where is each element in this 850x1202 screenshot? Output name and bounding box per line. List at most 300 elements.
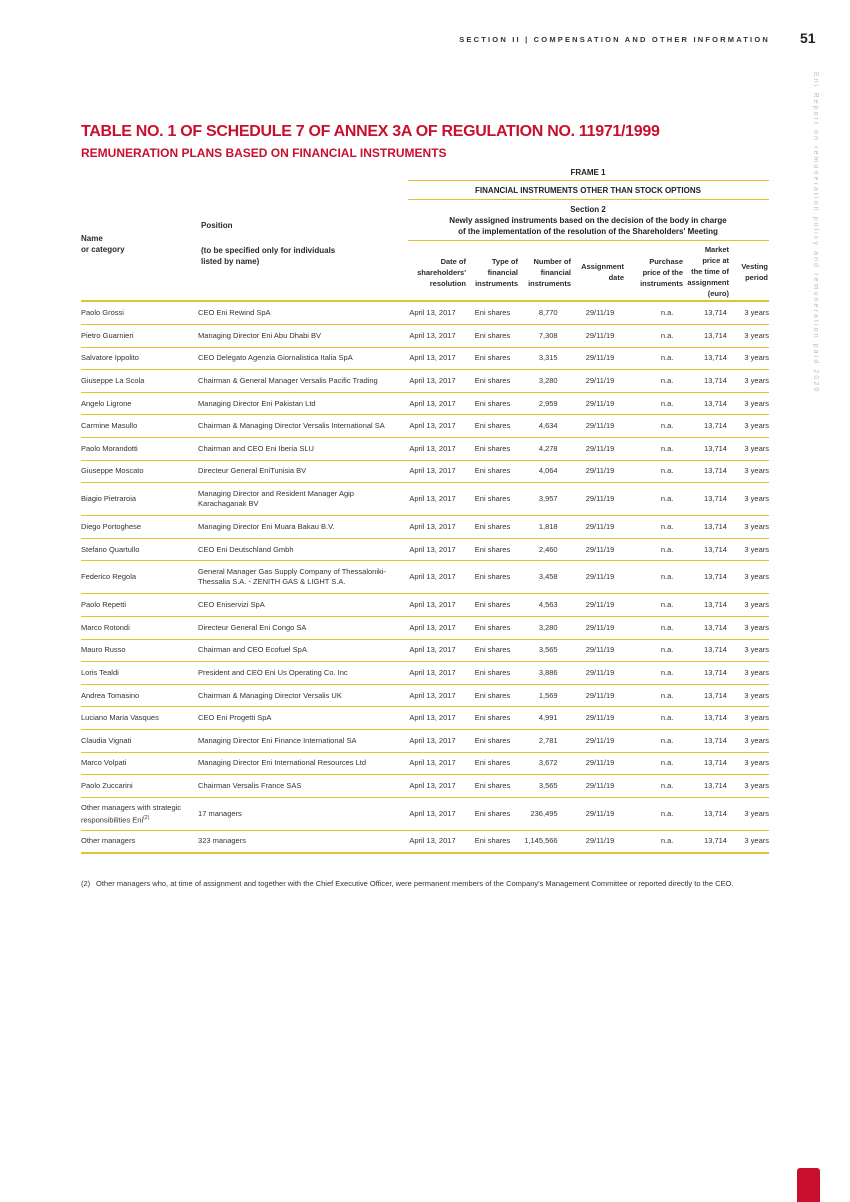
cell-vesting-period bbox=[727, 684, 769, 707]
col-header-line: Date of bbox=[440, 257, 466, 266]
cell-resolution-date-text: April 13, 2017 bbox=[409, 735, 456, 745]
cell-purchase-price bbox=[614, 639, 673, 662]
cell-instrument-type bbox=[456, 302, 511, 325]
footnote-mark: (2) bbox=[81, 879, 91, 888]
cell-name-text: Salvatore Ippolito bbox=[81, 353, 139, 363]
cell-name bbox=[81, 775, 198, 798]
cell-purchase-price-text: n.a. bbox=[660, 735, 674, 745]
cell-purchase-price bbox=[614, 347, 673, 370]
cell-vesting-period-text: 3 years bbox=[744, 572, 769, 582]
cell-resolution-date-text: April 13, 2017 bbox=[409, 808, 456, 818]
cell-resolution-date bbox=[403, 483, 455, 516]
page-number: 51 bbox=[800, 30, 816, 46]
cell-instrument-count bbox=[510, 797, 557, 830]
cell-vesting-period-text: 3 years bbox=[744, 353, 769, 363]
cell-vesting-period-text: 3 years bbox=[744, 645, 769, 655]
cell-name bbox=[81, 516, 198, 539]
cell-instrument-type-text: Eni shares bbox=[474, 466, 511, 476]
cell-instrument-count bbox=[510, 561, 557, 594]
col-header-type bbox=[475, 256, 518, 289]
cell-name bbox=[81, 302, 198, 325]
cell-assignment-date-text: 29/11/19 bbox=[585, 330, 615, 340]
cell-vesting-period bbox=[727, 594, 769, 617]
cell-resolution-date bbox=[403, 662, 455, 685]
cell-instrument-count-text: 1,569 bbox=[538, 690, 558, 700]
cell-resolution-date-text: April 13, 2017 bbox=[409, 398, 456, 408]
cell-resolution-date-text: April 13, 2017 bbox=[409, 308, 456, 318]
footnote-ref: (2) bbox=[143, 814, 150, 821]
cell-purchase-price-text: n.a. bbox=[660, 398, 674, 408]
cell-market-price-text: 13,714 bbox=[704, 330, 727, 340]
table-row bbox=[81, 302, 769, 325]
cell-vesting-period-text: 3 years bbox=[744, 735, 769, 745]
table-row bbox=[81, 561, 769, 594]
table-row bbox=[81, 594, 769, 617]
cell-resolution-date bbox=[403, 415, 455, 438]
cell-instrument-type bbox=[456, 370, 511, 393]
cell-market-price-text: 13,714 bbox=[704, 443, 727, 453]
table-row bbox=[81, 684, 769, 707]
cell-market-price bbox=[673, 662, 727, 685]
cell-market-price-text: 13,714 bbox=[704, 758, 727, 768]
cell-vesting-period-text: 3 years bbox=[744, 780, 769, 790]
cell-name bbox=[81, 707, 198, 730]
cell-market-price bbox=[673, 325, 727, 348]
cell-instrument-count bbox=[510, 594, 557, 617]
cell-purchase-price-text: n.a. bbox=[660, 668, 674, 678]
cell-assignment-date-text: 29/11/19 bbox=[585, 421, 615, 431]
cell-assignment-date bbox=[558, 775, 615, 798]
cell-position bbox=[198, 538, 403, 561]
cell-resolution-date-text: April 13, 2017 bbox=[409, 330, 456, 340]
cell-resolution-date-text: April 13, 2017 bbox=[409, 572, 456, 582]
cell-assignment-date-text: 29/11/19 bbox=[585, 713, 615, 723]
cell-market-price bbox=[673, 516, 727, 539]
cell-instrument-type-text: Eni shares bbox=[474, 376, 511, 386]
cell-name bbox=[81, 662, 198, 685]
cell-instrument-type bbox=[456, 617, 511, 640]
cell-name bbox=[81, 438, 198, 461]
cell-instrument-count bbox=[510, 392, 557, 415]
frame-section-label: Section 2 bbox=[570, 205, 606, 214]
cell-vesting-period bbox=[727, 392, 769, 415]
cell-resolution-date bbox=[403, 775, 455, 798]
cell-purchase-price-text: n.a. bbox=[660, 836, 674, 846]
cell-instrument-type bbox=[456, 483, 511, 516]
frame-section-desc-2: of the implementation of the resolution of the Shareholders' Meeting bbox=[458, 227, 718, 236]
cell-purchase-price bbox=[614, 830, 673, 853]
cell-name-text: Loris Tealdi bbox=[81, 668, 119, 678]
cell-purchase-price bbox=[614, 460, 673, 483]
table-row bbox=[81, 438, 769, 461]
cell-name bbox=[81, 594, 198, 617]
group-rule bbox=[408, 199, 769, 200]
cell-position-text: Directeur General EniTunisia BV bbox=[198, 466, 307, 476]
cell-market-price bbox=[673, 707, 727, 730]
cell-position bbox=[198, 752, 403, 775]
cell-vesting-period-text: 3 years bbox=[744, 376, 769, 386]
cell-name-text: Paolo Morandotti bbox=[81, 443, 138, 453]
cell-position bbox=[198, 415, 403, 438]
cell-market-price-text: 13,714 bbox=[704, 622, 727, 632]
cell-position bbox=[198, 617, 403, 640]
cell-instrument-count-text: 3,458 bbox=[538, 572, 558, 582]
cell-instrument-count-text: 1,818 bbox=[538, 522, 558, 532]
cell-position-text: Managing Director and Resident Manager Agip Karachaganak BV bbox=[198, 489, 354, 509]
cell-market-price bbox=[673, 302, 727, 325]
cell-instrument-count-text: 3,280 bbox=[538, 622, 558, 632]
cell-vesting-period bbox=[727, 797, 769, 830]
col-header-number bbox=[528, 256, 571, 289]
cell-position bbox=[198, 707, 403, 730]
cell-name bbox=[81, 639, 198, 662]
cell-instrument-type bbox=[456, 707, 511, 730]
cell-assignment-date-text: 29/11/19 bbox=[585, 690, 615, 700]
cell-name bbox=[81, 460, 198, 483]
cell-purchase-price bbox=[614, 370, 673, 393]
cell-purchase-price bbox=[614, 617, 673, 640]
cell-instrument-type bbox=[456, 775, 511, 798]
cell-resolution-date-text: April 13, 2017 bbox=[409, 668, 456, 678]
cell-position bbox=[198, 730, 403, 753]
cell-name-text: Marco Rotondi bbox=[81, 622, 130, 632]
cell-assignment-date bbox=[558, 415, 615, 438]
cell-resolution-date-text: April 13, 2017 bbox=[409, 494, 456, 504]
cell-resolution-date bbox=[403, 730, 455, 753]
cell-position bbox=[198, 302, 403, 325]
cell-instrument-type-text: Eni shares bbox=[474, 780, 511, 790]
cell-assignment-date bbox=[558, 730, 615, 753]
cell-vesting-period bbox=[727, 561, 769, 594]
cell-instrument-count bbox=[510, 370, 557, 393]
cell-instrument-type bbox=[456, 561, 511, 594]
cell-assignment-date-text: 29/11/19 bbox=[585, 572, 615, 582]
table-row bbox=[81, 325, 769, 348]
cell-market-price-text: 13,714 bbox=[704, 421, 727, 431]
cell-instrument-count bbox=[510, 347, 557, 370]
cell-assignment-date-text: 29/11/19 bbox=[585, 836, 615, 846]
cell-resolution-date-text: April 13, 2017 bbox=[409, 600, 456, 610]
cell-vesting-period bbox=[727, 617, 769, 640]
col-header-line: Type of bbox=[491, 257, 518, 266]
col-header-position-note-line: (to be specified only for individuals bbox=[201, 246, 336, 255]
cell-name bbox=[81, 347, 198, 370]
cell-resolution-date bbox=[403, 617, 455, 640]
cell-position bbox=[198, 561, 403, 594]
cell-vesting-period bbox=[727, 775, 769, 798]
cell-purchase-price-text: n.a. bbox=[660, 494, 674, 504]
cell-resolution-date-text: April 13, 2017 bbox=[409, 443, 456, 453]
cell-purchase-price-text: n.a. bbox=[660, 713, 674, 723]
cell-purchase-price bbox=[614, 561, 673, 594]
footnote bbox=[81, 878, 771, 889]
cell-resolution-date-text: April 13, 2017 bbox=[409, 466, 456, 476]
cell-instrument-type-text: Eni shares bbox=[474, 645, 511, 655]
cell-purchase-price-text: n.a. bbox=[660, 572, 674, 582]
cell-purchase-price bbox=[614, 775, 673, 798]
cell-resolution-date-text: April 13, 2017 bbox=[409, 836, 456, 846]
cell-vesting-period bbox=[727, 370, 769, 393]
cell-market-price-text: 13,714 bbox=[704, 713, 727, 723]
cell-name bbox=[81, 325, 198, 348]
cell-position-text: Managing Director Eni Muara Bakau B.V. bbox=[198, 522, 335, 532]
cell-purchase-price-text: n.a. bbox=[660, 600, 674, 610]
cell-vesting-period-text: 3 years bbox=[744, 330, 769, 340]
col-header-line: instruments bbox=[475, 279, 518, 288]
cell-market-price-text: 13,714 bbox=[704, 353, 727, 363]
cell-vesting-period-text: 3 years bbox=[744, 421, 769, 431]
cell-purchase-price-text: n.a. bbox=[660, 466, 674, 476]
cell-instrument-count bbox=[510, 662, 557, 685]
cell-assignment-date-text: 29/11/19 bbox=[585, 522, 615, 532]
cell-instrument-type-text: Eni shares bbox=[474, 398, 511, 408]
cell-instrument-count bbox=[510, 617, 557, 640]
cell-vesting-period-text: 3 years bbox=[744, 668, 769, 678]
cell-resolution-date-text: April 13, 2017 bbox=[409, 690, 456, 700]
cell-vesting-period-text: 3 years bbox=[744, 308, 769, 318]
cell-instrument-type-text: Eni shares bbox=[474, 690, 511, 700]
cell-vesting-period bbox=[727, 415, 769, 438]
cell-position-text: Chairman & General Manager Versalis Pacific Trading bbox=[198, 376, 378, 386]
cell-instrument-type bbox=[456, 752, 511, 775]
cell-assignment-date bbox=[558, 752, 615, 775]
cell-purchase-price bbox=[614, 415, 673, 438]
cell-instrument-type bbox=[456, 797, 511, 830]
frame-section-desc-1: Newly assigned instruments based on the decision of the body in charge bbox=[449, 216, 727, 225]
cell-market-price bbox=[673, 347, 727, 370]
cell-assignment-date-text: 29/11/19 bbox=[585, 668, 615, 678]
cell-purchase-price bbox=[614, 730, 673, 753]
cell-vesting-period bbox=[727, 830, 769, 853]
cell-instrument-count bbox=[510, 775, 557, 798]
col-header-line: resolution bbox=[429, 279, 466, 288]
cell-position bbox=[198, 516, 403, 539]
cell-vesting-period bbox=[727, 460, 769, 483]
table-row bbox=[81, 830, 769, 853]
col-header-line: instruments bbox=[528, 279, 571, 288]
frame-group-label: FINANCIAL INSTRUMENTS OTHER THAN STOCK OPTIONS bbox=[475, 186, 701, 195]
cell-instrument-count-text: 3,957 bbox=[538, 494, 558, 504]
cell-name bbox=[81, 617, 198, 640]
cell-purchase-price-text: n.a. bbox=[660, 780, 674, 790]
cell-market-price bbox=[673, 483, 727, 516]
cell-purchase-price bbox=[614, 325, 673, 348]
cell-purchase-price bbox=[614, 594, 673, 617]
cell-instrument-type-text: Eni shares bbox=[474, 735, 511, 745]
cell-instrument-count bbox=[510, 302, 557, 325]
cell-assignment-date bbox=[558, 302, 615, 325]
cell-instrument-count-text: 3,315 bbox=[538, 353, 558, 363]
cell-name-text: Paolo Repetti bbox=[81, 600, 127, 610]
cell-position bbox=[198, 460, 403, 483]
cell-purchase-price bbox=[614, 707, 673, 730]
cell-resolution-date-text: April 13, 2017 bbox=[409, 758, 456, 768]
cell-assignment-date bbox=[558, 347, 615, 370]
cell-position bbox=[198, 392, 403, 415]
cell-vesting-period bbox=[727, 538, 769, 561]
cell-name bbox=[81, 392, 198, 415]
col-header-assign-date bbox=[581, 261, 624, 283]
cell-assignment-date-text: 29/11/19 bbox=[585, 735, 615, 745]
cell-name bbox=[81, 483, 198, 516]
cell-instrument-count-text: 3,672 bbox=[538, 758, 558, 768]
cell-resolution-date-text: April 13, 2017 bbox=[409, 522, 456, 532]
cell-position-text: CEO Eni Deutschland Gmbh bbox=[198, 544, 294, 554]
cell-assignment-date bbox=[558, 797, 615, 830]
cell-market-price bbox=[673, 639, 727, 662]
cell-assignment-date bbox=[558, 516, 615, 539]
cell-vesting-period-text: 3 years bbox=[744, 690, 769, 700]
cell-vesting-period bbox=[727, 302, 769, 325]
cell-purchase-price bbox=[614, 516, 673, 539]
col-header-vesting bbox=[741, 261, 768, 283]
cell-name-text: Angelo Ligrone bbox=[81, 398, 132, 408]
cell-vesting-period-text: 3 years bbox=[744, 443, 769, 453]
table-row bbox=[81, 516, 769, 539]
cell-instrument-count bbox=[510, 538, 557, 561]
cell-market-price-text: 13,714 bbox=[704, 494, 727, 504]
cell-assignment-date bbox=[558, 438, 615, 461]
page-tab-marker bbox=[797, 1168, 820, 1202]
table-row bbox=[81, 730, 769, 753]
cell-vesting-period-text: 3 years bbox=[744, 600, 769, 610]
cell-market-price bbox=[673, 415, 727, 438]
table-row bbox=[81, 797, 769, 830]
cell-position-text: Chairman Versalis France SAS bbox=[198, 780, 302, 790]
cell-position-text: Chairman & Managing Director Versalis International SA bbox=[198, 421, 385, 431]
cell-market-price-text: 13,714 bbox=[704, 780, 727, 790]
cell-vesting-period bbox=[727, 483, 769, 516]
cell-resolution-date bbox=[403, 684, 455, 707]
cell-instrument-count bbox=[510, 752, 557, 775]
cell-instrument-count-text: 4,563 bbox=[538, 600, 558, 610]
cell-assignment-date-text: 29/11/19 bbox=[585, 443, 615, 453]
cell-assignment-date bbox=[558, 483, 615, 516]
col-header-line: Vesting bbox=[741, 262, 768, 271]
cell-resolution-date bbox=[403, 460, 455, 483]
cell-instrument-count-text: 3,565 bbox=[538, 645, 558, 655]
cell-assignment-date bbox=[558, 684, 615, 707]
cell-instrument-count-text: 3,565 bbox=[538, 780, 558, 790]
cell-assignment-date-text: 29/11/19 bbox=[585, 780, 615, 790]
cell-resolution-date bbox=[403, 594, 455, 617]
table-row bbox=[81, 483, 769, 516]
col-header-line: period bbox=[745, 273, 768, 282]
cell-instrument-type-text: Eni shares bbox=[474, 600, 511, 610]
cell-purchase-price-text: n.a. bbox=[660, 758, 674, 768]
cell-assignment-date bbox=[558, 662, 615, 685]
col-header-name bbox=[81, 233, 125, 255]
cell-name bbox=[81, 830, 198, 853]
cell-resolution-date bbox=[403, 707, 455, 730]
cell-market-price bbox=[673, 830, 727, 853]
cell-market-price bbox=[673, 438, 727, 461]
cell-position bbox=[198, 594, 403, 617]
cell-instrument-type bbox=[456, 594, 511, 617]
cell-resolution-date bbox=[403, 830, 455, 853]
cell-position-text: President and CEO Eni Us Operating Co. Inc bbox=[198, 668, 348, 678]
cell-position-text: Managing Director Eni International Resources Ltd bbox=[198, 758, 367, 768]
cell-vesting-period bbox=[727, 752, 769, 775]
cell-market-price bbox=[673, 392, 727, 415]
cell-instrument-type bbox=[456, 662, 511, 685]
cell-instrument-count-text: 1,145,566 bbox=[524, 836, 558, 846]
cell-instrument-type bbox=[456, 460, 511, 483]
cell-market-price-text: 13,714 bbox=[704, 735, 727, 745]
table-row bbox=[81, 392, 769, 415]
cell-instrument-type-text: Eni shares bbox=[474, 758, 511, 768]
col-header-line: Assignment bbox=[581, 262, 624, 271]
cell-position-text: Managing Director Eni Finance International SA bbox=[198, 735, 357, 745]
cell-vesting-period bbox=[727, 438, 769, 461]
cell-assignment-date-text: 29/11/19 bbox=[585, 494, 615, 504]
col-header-purchase-price bbox=[640, 256, 683, 289]
cell-purchase-price-text: n.a. bbox=[660, 522, 674, 532]
cell-assignment-date bbox=[558, 830, 615, 853]
cell-position bbox=[198, 325, 403, 348]
col-header-name-line: or category bbox=[81, 245, 125, 254]
cell-market-price bbox=[673, 684, 727, 707]
cell-name-text: Luciano Maria Vasques bbox=[81, 713, 159, 723]
cell-instrument-count-text: 4,634 bbox=[538, 421, 558, 431]
cell-instrument-type-text: Eni shares bbox=[474, 836, 511, 846]
table-title: TABLE NO. 1 OF SCHEDULE 7 OF ANNEX 3A OF REGULATION NO. 11971/1999 bbox=[81, 123, 660, 140]
cell-position-text: CEO Eni Rewind SpA bbox=[198, 308, 271, 318]
col-header-position: Position bbox=[201, 221, 233, 230]
cell-market-price-text: 13,714 bbox=[704, 645, 727, 655]
cell-purchase-price-text: n.a. bbox=[660, 622, 674, 632]
cell-market-price-text: 13,714 bbox=[704, 600, 727, 610]
cell-name-text: Pietro Guarnieri bbox=[81, 330, 134, 340]
cell-vesting-period bbox=[727, 516, 769, 539]
cell-purchase-price bbox=[614, 797, 673, 830]
cell-purchase-price-text: n.a. bbox=[660, 353, 674, 363]
cell-name-text: Giuseppe Moscato bbox=[81, 466, 144, 476]
cell-market-price bbox=[673, 370, 727, 393]
cell-name-text: Claudia Vignati bbox=[81, 735, 132, 745]
cell-assignment-date-text: 29/11/19 bbox=[585, 308, 615, 318]
cell-name-text: Biagio Pietraroia bbox=[81, 494, 137, 504]
cell-instrument-count-text: 3,280 bbox=[538, 376, 558, 386]
cell-vesting-period bbox=[727, 730, 769, 753]
cell-market-price bbox=[673, 752, 727, 775]
cell-market-price-text: 13,714 bbox=[704, 690, 727, 700]
cell-market-price-text: 13,714 bbox=[704, 668, 727, 678]
cell-position-text: General Manager Gas Supply Company of Thessaloniki-Thessalia S.A. - ZENITH GAS & LIGHT S.A. bbox=[198, 567, 386, 587]
cell-assignment-date bbox=[558, 392, 615, 415]
cell-market-price-text: 13,714 bbox=[704, 572, 727, 582]
cell-position-text: Chairman & Managing Director Versalis UK bbox=[198, 690, 342, 700]
cell-market-price bbox=[673, 730, 727, 753]
cell-position-text: CEO Delegato Agenzia Giornalistica Italia SpA bbox=[198, 353, 353, 363]
cell-assignment-date-text: 29/11/19 bbox=[585, 376, 615, 386]
cell-vesting-period bbox=[727, 707, 769, 730]
cell-instrument-count-text: 236,495 bbox=[530, 808, 558, 818]
cell-instrument-count bbox=[510, 438, 557, 461]
cell-name-text: Other managers with strategic responsibilities Eni bbox=[81, 802, 182, 825]
cell-name bbox=[81, 684, 198, 707]
cell-instrument-count-text: 4,278 bbox=[538, 443, 558, 453]
cell-instrument-count-text: 3,886 bbox=[538, 668, 558, 678]
cell-resolution-date bbox=[403, 325, 455, 348]
cell-vesting-period bbox=[727, 639, 769, 662]
cell-assignment-date-text: 29/11/19 bbox=[585, 466, 615, 476]
col-header-line: Market bbox=[704, 245, 729, 254]
cell-instrument-count bbox=[510, 639, 557, 662]
cell-position bbox=[198, 830, 403, 853]
col-header-line: date bbox=[608, 273, 624, 282]
cell-purchase-price-text: n.a. bbox=[660, 443, 674, 453]
